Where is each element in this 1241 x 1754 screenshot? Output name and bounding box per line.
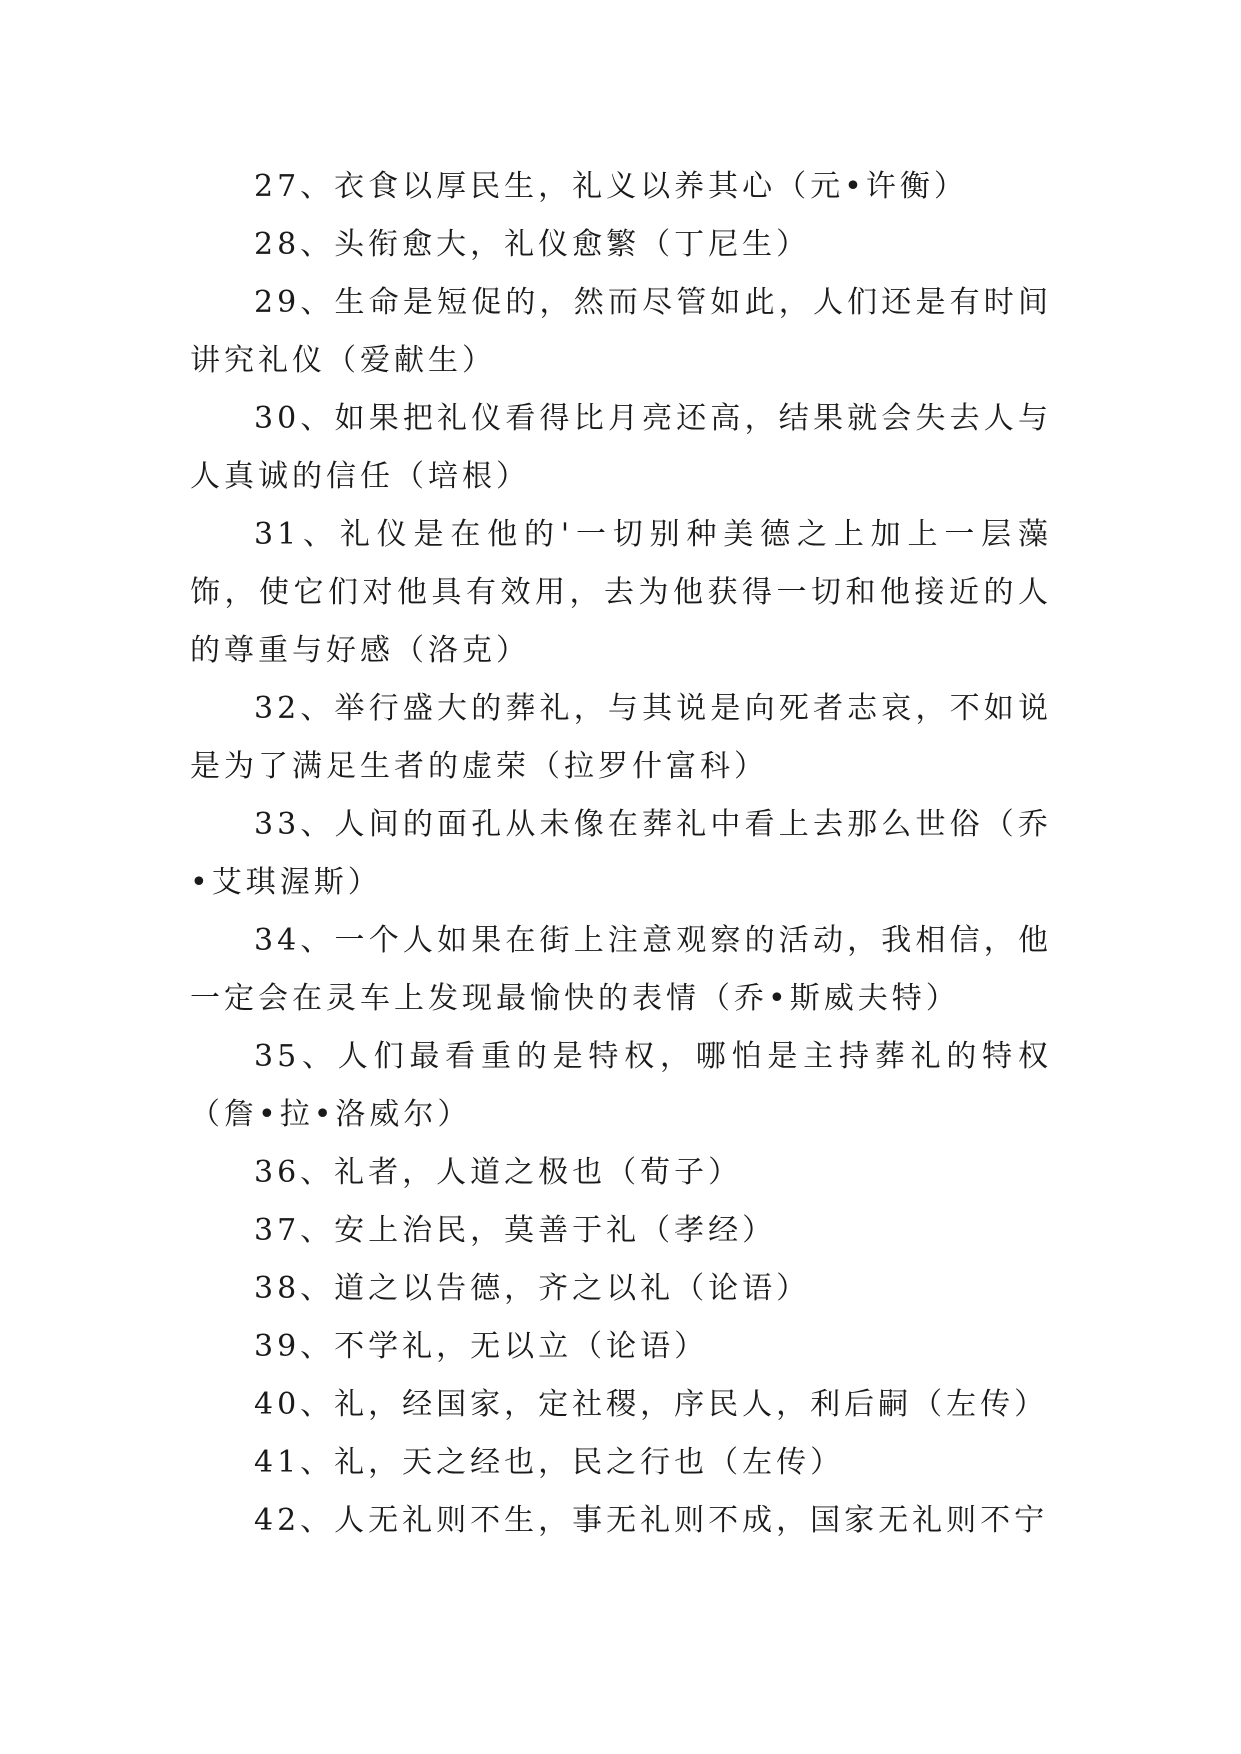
- quote-28: 28、头衔愈大，礼仪愈繁（丁尼生）: [254, 227, 811, 262]
- quote-38: 38、道之以告德，齐之以礼（论语）: [254, 1271, 811, 1306]
- quote-27: 27、衣食以厚民生，礼义以养其心（元•许衡）: [254, 169, 968, 204]
- quote-37: 37、安上治民，莫善于礼（孝经）: [254, 1213, 777, 1248]
- quote-29: 29、生命是短促的，然而尽管如此，人们还是有时间讲究礼仪（爱献生）: [190, 285, 1052, 378]
- quote-list: [190, 158, 1052, 1550]
- quote-42: 42、人无礼则不生，事无礼则不成，国家无礼则不宁: [254, 1503, 1049, 1538]
- quote-32: 32、举行盛大的葬礼，与其说是向死者志哀，不如说是为了满足生者的虚荣（拉罗什富科）: [190, 691, 1052, 784]
- quote-41: 41、礼，天之经也，民之行也（左传）: [254, 1445, 845, 1480]
- quote-30: 30、如果把礼仪看得比月亮还高，结果就会失去人与人真诚的信任（培根）: [190, 401, 1052, 494]
- quote-34: 34、一个人如果在街上注意观察的活动，我相信，他一定会在灵车上发现最愉快的表情（乔•斯威夫特）: [190, 923, 1052, 1016]
- quote-33: 33、人间的面孔从未像在葬礼中看上去那么世俗（乔•艾琪渥斯）: [190, 807, 1052, 900]
- quote-35: 35、人们最看重的是特权，哪怕是主持葬礼的特权（詹•拉•洛威尔）: [190, 1039, 1052, 1132]
- quote-36: 36、礼者，人道之极也（荀子）: [254, 1155, 743, 1190]
- quote-39: 39、不学礼，无以立（论语）: [254, 1329, 709, 1364]
- quote-31: 31、礼仪是在他的'一切别种美德之上加上一层藻饰，使它们对他具有效用，去为他获得一切和他接近的人的尊重与好感（洛克）: [190, 517, 1052, 668]
- quote-40: 40、礼，经国家，定社稷，序民人，利后嗣（左传）: [254, 1387, 1049, 1422]
